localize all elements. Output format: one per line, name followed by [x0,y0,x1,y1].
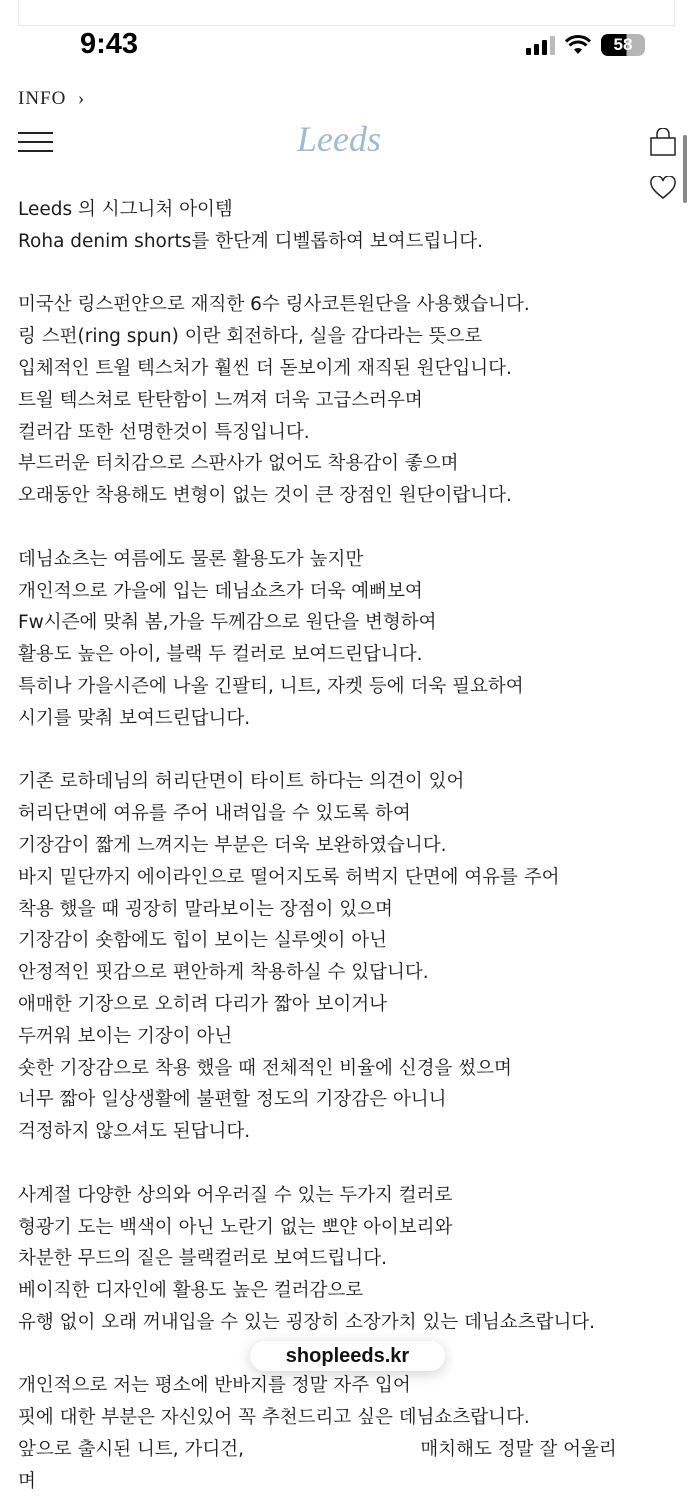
description-line: 핏에 대한 부분은 자신있어 꼭 추천드리고 싶은 데님쇼츠랍니다. [18,1407,530,1429]
description-line: 활용도 높은 아이, 블랙 두 컬러로 보여드린답니다. [18,644,423,666]
heart-icon[interactable] [650,176,676,200]
description-line: 유행 없이 오래 꺼내입을 수 있는 굉장히 소장가치 있는 데님쇼츠랍니다. [18,1311,596,1333]
scrollbar[interactable] [683,135,687,203]
chevron-right-icon: › [77,88,86,109]
menu-icon[interactable] [18,132,53,159]
description-line: 바지 밑단까지 에이라인으로 떨어지도록 허벅지 단면에 여유를 주어 [18,866,560,888]
description-line: 데님쇼츠는 여름에도 물론 활용도가 높지만 [18,548,364,570]
description-line: 트윌 텍스쳐로 탄탄함이 느껴져 더욱 고급스러우며 [18,389,423,411]
url-pill[interactable]: shopleeds.kr [250,1341,445,1371]
blank-line [18,512,617,544]
description-line: 컬러감 또한 선명한것이 특징입니다. [18,421,310,443]
description-line: 기장감이 짧게 느껴지는 부분은 더욱 보완하였습니다. [18,834,447,856]
battery-indicator: 58 [601,34,645,56]
status-icons [526,34,645,56]
description-line: 허리단면에 여유를 주어 내려입을 수 있도록 하여 [18,803,411,825]
description-line: 숏한 기장감으로 착용 했을 때 전체적인 비율에 신경을 썼으며 [18,1057,512,1079]
description-line: 기존 로하데님의 허리단면이 타이트 하다는 의견이 있어 [18,771,465,793]
description-line: 특히나 가을시즌에 나올 긴팔티, 니트, 자켓 등에 더욱 필요하여 [18,675,524,697]
description-line: 개인적으로 가을에 입는 데님쇼츠가 더욱 예뻐보여 [18,580,423,602]
description-line: 입체적인 트윌 텍스처가 훨씬 더 돋보이게 재직된 원단입니다. [18,357,512,379]
description-line: 시기를 맞춰 보여드린답니다. [18,707,251,729]
description-line: 안정적인 핏감으로 편안하게 착용하실 수 있답니다. [18,962,429,984]
shopping-bag-icon[interactable] [650,128,676,156]
description-line: 너무 짧아 일상생활에 불편할 정도의 기장감은 아니니 [18,1089,447,1111]
previous-card-edge [18,0,675,26]
blank-line [18,1148,617,1180]
description-line: Roha denim shorts를 한단계 디벨롭하여 보여드립니다. [18,230,483,252]
info-label: INFO [18,88,67,109]
description-line: 링 스펀(ring spun) 이란 회전하다, 실을 감다라는 뜻으로 [18,326,483,348]
description-line: 걱정하지 않으셔도 된답니다. [18,1121,251,1143]
description-line: Leeds 의 시그니처 아이템 [18,199,233,220]
description-line: 개인적으로 저는 평소에 반바지를 정말 자주 입어 [18,1375,411,1397]
product-description [18,194,617,1498]
info-link[interactable] [18,88,85,110]
status-time: 9:43 [80,28,139,60]
description-line: 며 [18,1470,36,1492]
description-line: 사계절 다양한 상의와 어우러질 수 있는 두가지 컬러로 [18,1184,453,1206]
description-line: 착용 했을 때 굉장히 말라보이는 장점이 있으며 [18,898,393,920]
description-line: 애매한 기장으로 오히려 다리가 짧아 보이거나 [18,993,387,1015]
description-line: 기장감이 숏함에도 힙이 보이는 실루엣이 아닌 [18,930,387,952]
description-line: 두꺼워 보이는 기장이 아닌 [18,1025,233,1047]
blank-line [18,258,617,290]
blank-line [18,735,617,767]
description-line: 오래동안 착용해도 변형이 없는 것이 큰 장점인 원단이랍니다. [18,485,512,507]
description-line: 앞으로 출시된 니트, 가디건, 매치해도 정말 잘 어울리 [18,1439,617,1461]
description-line: 미국산 링스펀얀으로 재직한 6수 링사코튼원단을 사용했습니다. [18,294,530,316]
description-line: 형광기 도는 백색이 아닌 노란기 없는 뽀얀 아이보리와 [18,1216,453,1238]
site-logo[interactable]: Leeds [297,119,381,159]
description-line: 차분한 무드의 짙은 블랙컬러로 보여드립니다. [18,1248,387,1270]
description-line: 베이직한 디자인에 활용도 높은 컬러감으로 [18,1280,364,1302]
signal-icon [526,35,555,55]
wifi-icon [565,35,591,55]
description-line: 부드러운 터치감으로 스판사가 없어도 착용감이 좋으며 [18,453,459,475]
description-line: Fw시즌에 맞춰 봄,가을 두께감으로 원단을 변형하여 [18,612,437,634]
